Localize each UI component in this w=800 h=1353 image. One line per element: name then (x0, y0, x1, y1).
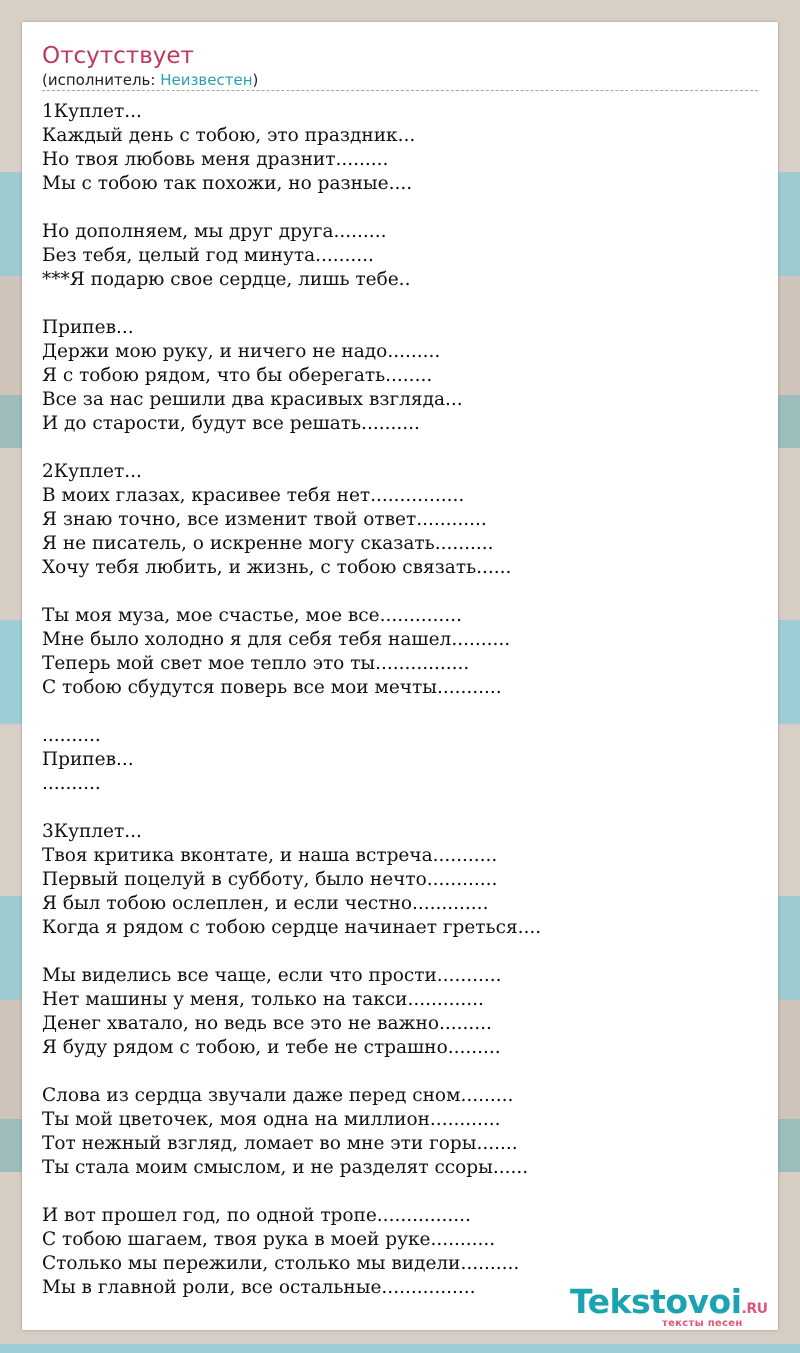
lyric-line (42, 436, 758, 460)
lyric-line: Столько мы пережили, столько мы видели.......... (42, 1253, 520, 1274)
lyric-line: Теперь мой свет мое тепло это ты................ (42, 653, 470, 674)
lyric-line: ***Я подарю свое сердце, лишь тебе.. (42, 269, 411, 290)
title-divider (42, 90, 758, 91)
lyric-line: Все за нас решили два красивых взгляда... (42, 389, 463, 410)
lyric-line: И вот прошел год, по одной тропе................ (42, 1205, 471, 1226)
lyric-line: Без тебя, целый год минута.......... (42, 245, 374, 266)
lyric-line (42, 940, 758, 964)
logo-tagline: тексты песен (662, 1318, 743, 1329)
lyric-line: Я знаю точно, все изменит твой ответ............ (42, 509, 487, 530)
lyric-line: Когда я рядом с тобою сердце начинает греться.... (42, 917, 542, 938)
lyric-line: Нет машины у меня, только на такси............. (42, 989, 484, 1010)
lyric-line (42, 796, 758, 820)
lyric-line: 1Куплет... (42, 101, 142, 122)
lyric-line: Тот нежный взгляд, ломает во мне эти горы....... (42, 1133, 518, 1154)
lyric-line: Но дополняем, мы друг друга......... (42, 221, 387, 242)
lyrics-card (22, 22, 778, 1330)
lyric-line: Денег хватало, но ведь все это не важно......... (42, 1013, 492, 1034)
lyric-line: Я был тобою ослеплен, и если честно............. (42, 893, 489, 914)
lyric-line (42, 700, 758, 724)
lyric-line: Ты мой цветочек, моя одна на миллион............ (42, 1109, 501, 1130)
lyric-line (42, 292, 758, 316)
lyric-line: Твоя критика вконтате, и наша встреча........... (42, 845, 498, 866)
lyric-line: 3Куплет... (42, 821, 142, 842)
lyric-line: Я с тобою рядом, что бы оберегать........ (42, 365, 433, 386)
lyric-line: Припев... (42, 317, 134, 338)
artist-link[interactable]: Неизвестен (160, 71, 253, 89)
lyric-line: Мы с тобою так похожи, но разные.... (42, 173, 413, 194)
lyric-line: Мы виделись все чаще, если что прости........... (42, 965, 502, 986)
lyric-line (42, 196, 758, 220)
lyric-line: 2Куплет... (42, 461, 142, 482)
lyric-line: Хочу тебя любить, и жизнь, с тобою связать...... (42, 557, 512, 578)
lyric-line (42, 1180, 758, 1204)
lyric-line: В моих глазах, красивее тебя нет................ (42, 485, 465, 506)
lyric-line: Я буду рядом с тобою, и тебе не страшно......... (42, 1037, 501, 1058)
lyric-line: Слова из сердца звучали даже перед сном......... (42, 1085, 514, 1106)
lyric-line (42, 580, 758, 604)
artist-line (42, 70, 258, 90)
lyrics-text (42, 100, 758, 1300)
lyric-line: Я не писатель, о искренне могу сказать.......... (42, 533, 494, 554)
song-title: Отсутствует (42, 43, 194, 69)
artist-suffix: ) (252, 71, 259, 89)
logo-tld: .RU (741, 1301, 768, 1317)
lyric-line: Каждый день с тобою, это праздник... (42, 125, 416, 146)
lyric-line: Мне было холодно я для себя тебя нашел.......... (42, 629, 511, 650)
artist-prefix: (исполнитель: (42, 71, 161, 89)
lyric-line: Ты моя муза, мое счастье, мое все.............. (42, 605, 462, 626)
logo-name: Tekstovoi (570, 1282, 742, 1321)
lyric-line: И до старости, будут все решать.......... (42, 413, 420, 434)
lyric-line: Держи мою руку, и ничего не надо......... (42, 341, 441, 362)
lyric-line: Первый поцелуй в субботу, было нечто............ (42, 869, 498, 890)
lyric-line: Ты стала моим смыслом, и не разделят ссоры...... (42, 1157, 529, 1178)
lyric-line: Но твоя любовь меня дразнит......... (42, 149, 389, 170)
lyric-line: С тобою шагаем, твоя рука в моей руке........... (42, 1229, 496, 1250)
lyric-line (42, 1060, 758, 1084)
lyric-line: Припев... (42, 749, 134, 770)
lyric-line: .......... (42, 773, 101, 794)
lyric-line: .......... (42, 725, 101, 746)
lyric-line: Мы в главной роли, все остальные................ (42, 1277, 476, 1298)
lyric-line: С тобою сбудутся поверь все мои мечты........... (42, 677, 502, 698)
